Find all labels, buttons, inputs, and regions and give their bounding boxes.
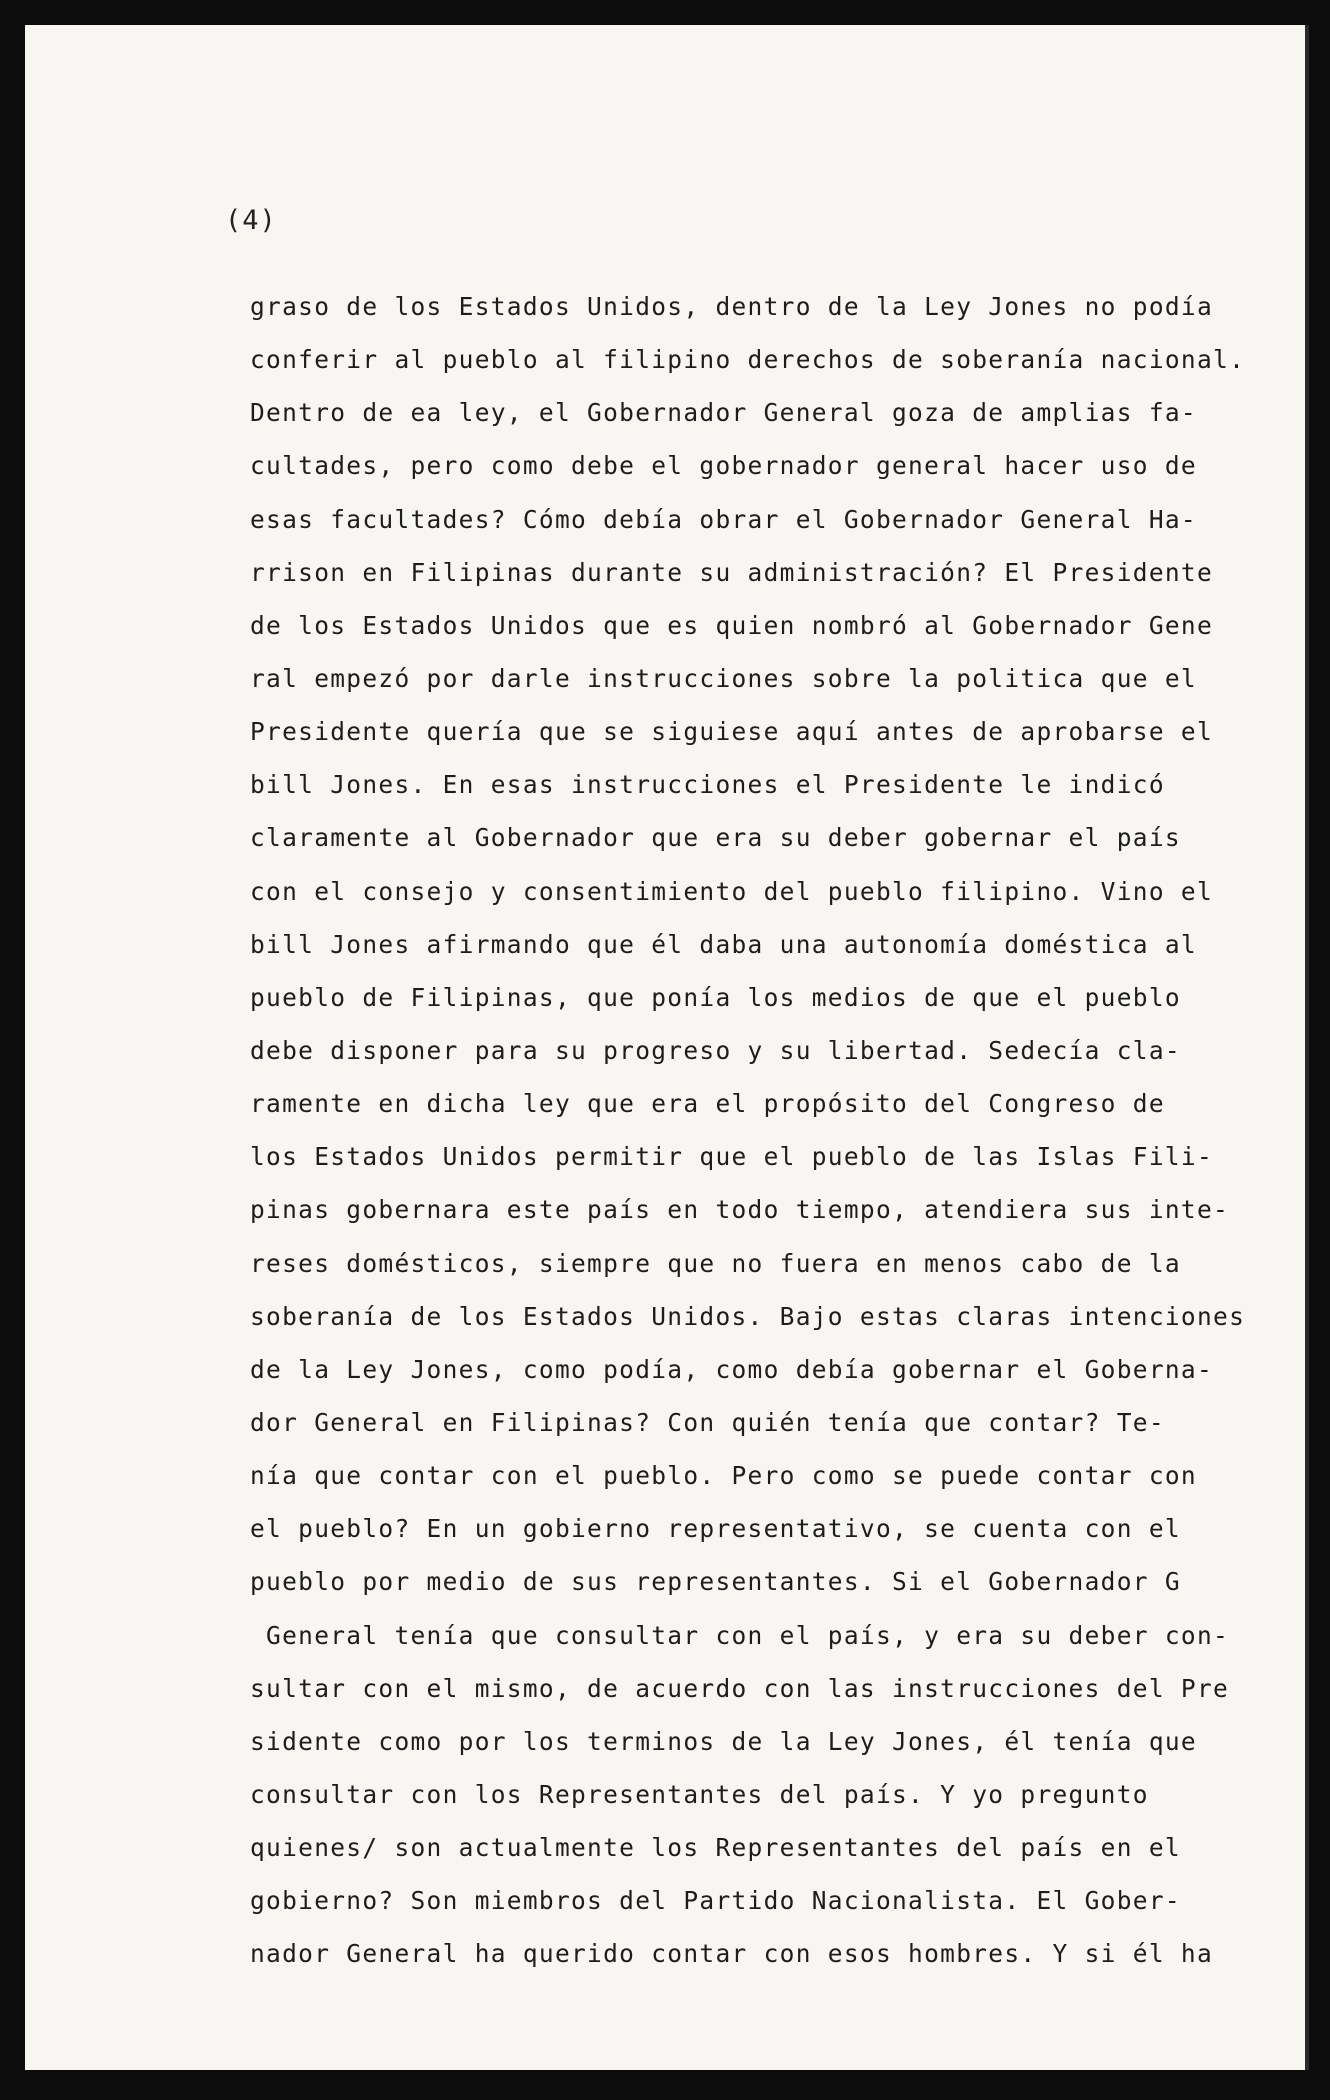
text-line: los Estados Unidos permitir que el pueblo de las Islas Fili- (250, 1142, 1214, 1172)
text-line: quienes/ son actualmente los Representantes del país en el (250, 1833, 1181, 1863)
text-line: ral empezó por darle instrucciones sobre la politica que el (250, 663, 1197, 693)
text-line: consultar con los Representantes del país. Y yo pregunto (250, 1779, 1149, 1809)
text-line: Dentro de ea ley, el Gobernador General goza de amplias fa- (250, 398, 1197, 428)
text-line: claramente al Gobernador que era su deber gobernar el país (250, 823, 1181, 853)
text-line: esas facultades? Cómo debía obrar el Gobernador General Ha- (250, 504, 1197, 534)
page-number: (4) (225, 205, 277, 236)
text-line: debe disponer para su progreso y su libertad. Sedecía cla- (250, 1035, 1181, 1065)
text-line: pueblo de Filipinas, que ponía los medios de que el pueblo (250, 982, 1181, 1012)
text-line: gobierno? Son miembros del Partido Nacionalista. El Gober- (250, 1886, 1181, 1916)
text-line: dor General en Filipinas? Con quién tenía que contar? Te- (250, 1407, 1165, 1437)
text-line: bill Jones. En esas instrucciones el Presidente le indicó (250, 770, 1165, 800)
text-line: nía que contar con el pueblo. Pero como se puede contar con (250, 1461, 1197, 1491)
text-line: sultar con el mismo, de acuerdo con las instrucciones del Pre (250, 1673, 1230, 1703)
text-line: graso de los Estados Unidos, dentro de la Ley Jones no podía (250, 292, 1214, 321)
text-line: el pueblo? En un gobierno representativo, se cuenta con el (250, 1514, 1181, 1544)
text-line: General tenía que consultar con el país, y era su deber con- (250, 1620, 1230, 1650)
document-page (25, 25, 1309, 2070)
text-line: reses domésticos, siempre que no fuera en menos cabo de la (250, 1248, 1181, 1278)
text-line: rrison en Filipinas durante su administración? El Presidente (250, 557, 1214, 587)
text-line: sidente como por los terminos de la Ley Jones, él tenía que (250, 1726, 1197, 1756)
text-line: conferir al pueblo al filipino derechos de soberanía nacional. (250, 345, 1246, 375)
text-line: bill Jones afirmando que él daba una autonomía doméstica al (250, 929, 1197, 959)
text-line: pueblo por medio de sus representantes. Si el Gobernador G (250, 1567, 1181, 1597)
text-line: nador General ha querido contar con esos hombres. Y si él ha (250, 1939, 1214, 1969)
text-line: cultades, pero como debe el gobernador general hacer uso de (250, 451, 1197, 481)
text-line: ramente en dicha ley que era el propósito del Congreso de (250, 1089, 1165, 1119)
body-text (250, 280, 1246, 1981)
text-line: de los Estados Unidos que es quien nombró al Gobernador Gene (250, 610, 1214, 640)
text-line: con el consejo y consentimiento del pueblo filipino. Vino el (250, 876, 1214, 906)
text-line: Presidente quería que se siguiese aquí antes de aprobarse el (250, 717, 1214, 747)
text-line: de la Ley Jones, como podía, como debía gobernar el Goberna- (250, 1354, 1214, 1384)
text-line: soberanía de los Estados Unidos. Bajo estas claras intenciones (250, 1301, 1246, 1331)
text-line: pinas gobernara este país en todo tiempo, atendiera sus inte- (250, 1195, 1230, 1225)
